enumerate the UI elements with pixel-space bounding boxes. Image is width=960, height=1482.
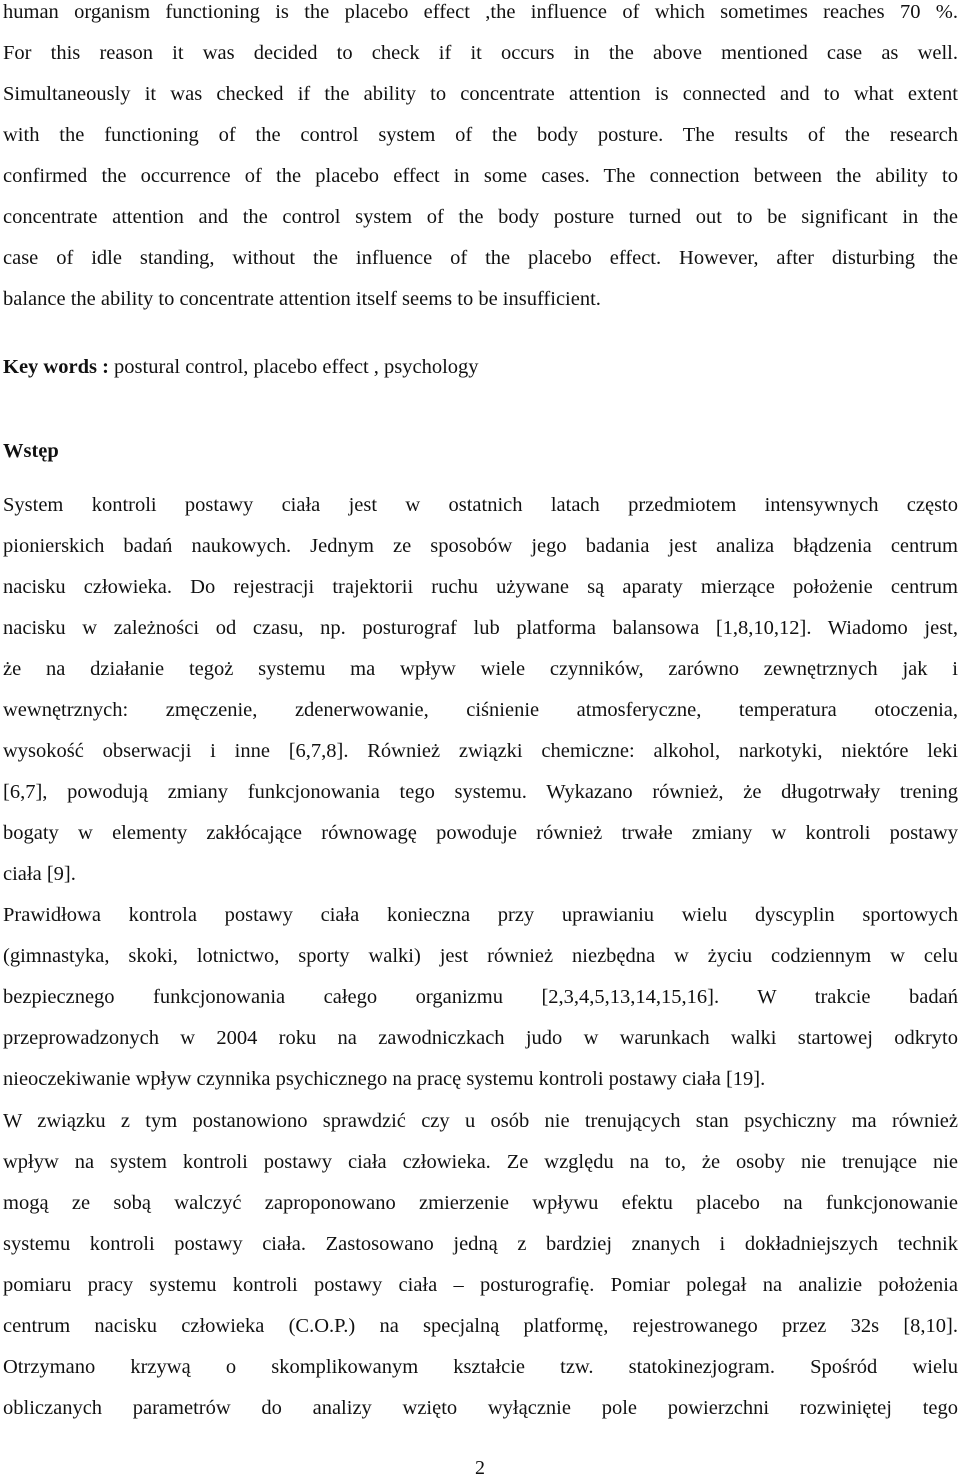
section-heading: Wstęp [3,440,59,462]
text-line: Otrzymano krzywą o skomplikowanym kształcie tzw. statokinezjogram. Spośród wielu [3,1356,958,1378]
text-line: bogaty w elementy zakłócające równowagę powoduje również trwałe zmiany w kontroli postawy [3,822,958,844]
text-line: Simultaneously it was checked if the ability to concentrate attention is connected and to what extent [3,83,958,105]
text-line: wewnętrznych: zmęczenie, zdenerwowanie, ciśnienie atmosferyczne, temperatura otoczenia, [3,699,958,721]
keywords-value: postural control, placebo effect , psychology [108,356,479,378]
text-line: System kontroli postawy ciała jest w ostatnich latach przedmiotem intensywnych często [3,494,958,516]
text-line: balance the ability to concentrate attention itself seems to be insufficient. [3,288,601,310]
text-line: nacisku człowieka. Do rejestracji trajektorii ruchu używane są aparaty mierzące położenie centrum [3,576,958,598]
text-line: case of idle standing, without the influence of the placebo effect. However, after disturbing the [3,247,958,269]
text-line: przeprowadzonych w 2004 roku na zawodniczkach judo w warunkach walki startowej odkryto [3,1027,958,1049]
text-line: nieoczekiwanie wpływ czynnika psychicznego na pracę systemu kontroli postawy ciała [19]. [3,1068,766,1090]
text-line: concentrate attention and the control system of the body posture turned out to be significant in the [3,206,958,228]
text-line: W związku z tym postanowiono sprawdzić czy u osób nie trenujących stan psychiczny ma również [3,1110,958,1132]
text-line: ciała [9]. [3,863,76,885]
text-line: obliczanych parametrów do analizy wzięto wyłącznie pole powierzchni rozwiniętej tego [3,1397,958,1419]
text-line: with the functioning of the control system of the body posture. The results of the research [3,124,958,146]
text-line: (gimnastyka, skoki, lotnictwo, sporty walki) jest również niezbędna w życiu codziennym w celu [3,945,958,967]
text-line: bezpiecznego funkcjonowania całego organizmu [2,3,4,5,13,14,15,16]. W trakcie badań [3,986,958,1008]
text-line: For this reason it was decided to check if it occurs in the above mentioned case as well. [3,42,958,64]
text-line: mogą ze sobą walczyć zaproponowano zmierzenie wpływu efektu placebo na funkcjonowanie [3,1192,958,1214]
text-line: wpływ na system kontroli postawy ciała człowieka. Ze względu na to, że osoby nie trenujące nie [3,1151,958,1173]
text-line: centrum nacisku człowieka (C.O.P.) na specjalną platformę, rejestrowanego przez 32s [8,10]. [3,1315,958,1337]
text-line: pionierskich badań naukowych. Jednym ze sposobów jego badania jest analiza błądzenia centrum [3,535,958,557]
text-line: że na działanie tegoż systemu ma wpływ wiele czynników, zarówno zewnętrznych jak i [3,658,958,680]
keywords [3,347,958,388]
text-line: [6,7], powodują zmiany funkcjonowania tego systemu. Wykazano również, że długotrwały trening [3,781,958,803]
keywords-label: Key words : [3,356,109,378]
page-number: 2 [475,1457,485,1479]
text-line: systemu kontroli postawy ciała. Zastosowano jedną z bardziej znanych i dokładniejszych technik [3,1233,958,1255]
text-line: Prawidłowa kontrola postawy ciała konieczna przy uprawianiu wielu dyscyplin sportowych [3,904,958,926]
text-line: pomiaru pracy systemu kontroli postawy ciała – posturografię. Pomiar polegał na analizie położenia [3,1274,958,1296]
text-line: confirmed the occurrence of the placebo effect in some cases. The connection between the ability to [3,165,958,187]
text-line: human organism functioning is the placebo effect ,the influence of which sometimes reaches 70 %. [3,1,958,23]
text-line: wysokość obserwacji i inne [6,7,8]. Również związki chemiczne: alkohol, narkotyki, niektóre leki [3,740,958,762]
text-line: nacisku w zależności od czasu, np. posturograf lub platforma balansowa [1,8,10,12]. Wiadomo jest, [3,617,958,639]
